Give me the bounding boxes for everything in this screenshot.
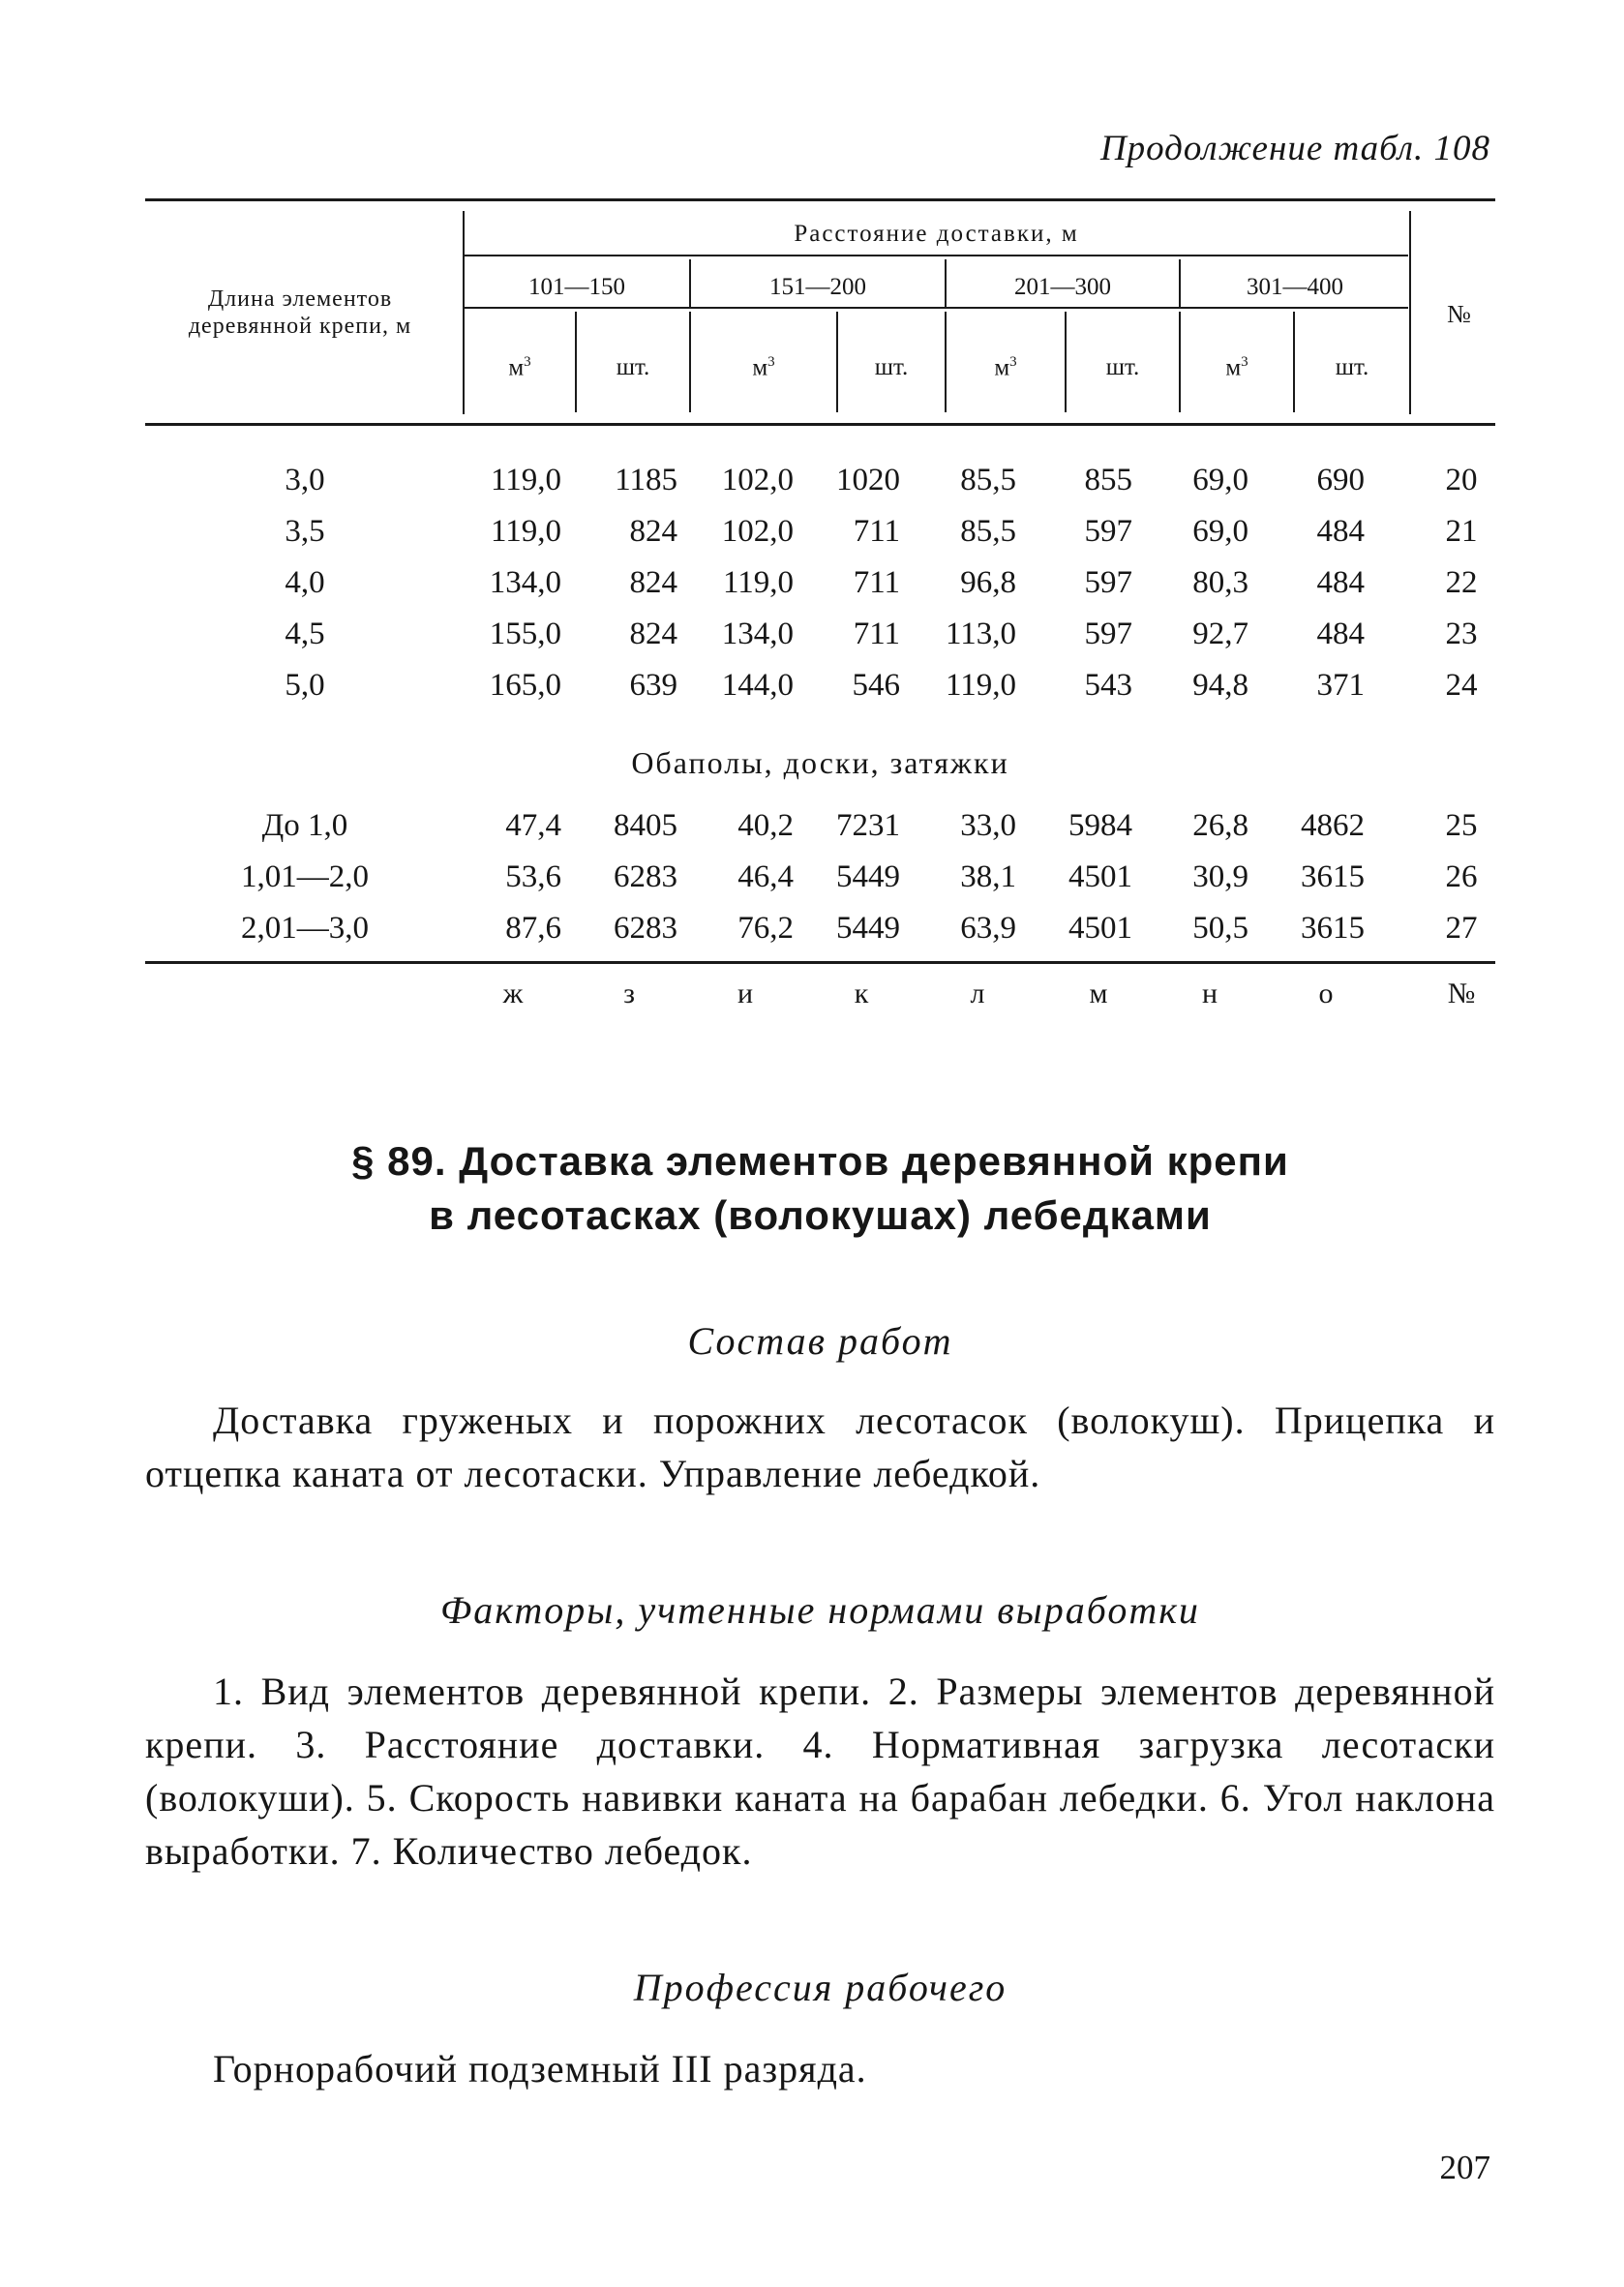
- unit-m3-sup: 3: [1009, 354, 1017, 370]
- section-title: [145, 1134, 1495, 1243]
- range-header-rule: [465, 307, 1408, 309]
- value-cell: 711: [853, 617, 900, 651]
- length-cell: До 1,0: [261, 808, 348, 843]
- table-bottom-rule: [145, 961, 1495, 964]
- value-cell: 47,4: [505, 808, 561, 843]
- length-cell: 5,0: [285, 668, 325, 703]
- value-cell: 597: [1084, 565, 1132, 600]
- footer-letter: к: [854, 978, 869, 1009]
- value-cell: 4862: [1301, 808, 1365, 843]
- value-cell: 4501: [1068, 911, 1132, 946]
- row-number-cell: 21: [1445, 514, 1478, 549]
- length-cell: 4,0: [285, 565, 325, 600]
- value-cell: 1185: [615, 463, 677, 497]
- value-cell: 5449: [836, 859, 900, 894]
- distance-header: Расстояние доставки, м: [794, 221, 1079, 247]
- value-cell: 144,0: [721, 668, 794, 703]
- value-cell: 824: [629, 514, 677, 549]
- unit-pcs-1: шт.: [616, 354, 650, 380]
- value-cell: 134,0: [721, 617, 794, 651]
- value-cell: 3615: [1301, 859, 1365, 894]
- footer-letter: ж: [502, 978, 524, 1009]
- table-header-bottom-rule: [145, 423, 1495, 426]
- row-number-cell: 23: [1445, 617, 1478, 651]
- composition-heading: Состав работ: [687, 1319, 953, 1363]
- value-cell: 119,0: [490, 514, 561, 549]
- table-row: [145, 565, 1495, 614]
- value-cell: 484: [1316, 617, 1365, 651]
- footer-letter: з: [623, 978, 635, 1009]
- value-cell: 69,0: [1192, 514, 1248, 549]
- value-cell: 690: [1316, 463, 1365, 497]
- profession-heading: Профессия рабочего: [633, 1966, 1007, 2009]
- length-cell: 4,5: [285, 617, 325, 651]
- value-cell: 543: [1084, 668, 1132, 703]
- unit-m3-3: [947, 354, 1065, 381]
- unit-m3-1: [465, 354, 575, 381]
- range-header-4: 301—400: [1247, 274, 1343, 300]
- unit-m3-sup: 3: [524, 354, 531, 370]
- footer-letter: о: [1318, 978, 1334, 1009]
- value-cell: 371: [1316, 668, 1365, 703]
- value-cell: 639: [629, 668, 677, 703]
- unit-m3-text: м: [508, 354, 525, 381]
- value-cell: 8405: [614, 808, 677, 843]
- value-cell: 484: [1316, 565, 1365, 600]
- value-cell: 85,5: [960, 463, 1016, 497]
- value-cell: 40,2: [737, 808, 794, 843]
- unit-pcs-3: шт.: [1105, 354, 1140, 380]
- value-cell: 119,0: [945, 668, 1016, 703]
- value-cell: 87,6: [505, 911, 561, 946]
- value-cell: 711: [853, 514, 900, 549]
- footer-letter: л: [970, 978, 985, 1009]
- value-cell: 6283: [614, 911, 677, 946]
- value-cell: 5984: [1068, 808, 1132, 843]
- value-cell: 7231: [836, 808, 900, 843]
- table-row: [145, 463, 1495, 511]
- value-cell: 546: [852, 668, 900, 703]
- footer-letter: м: [1089, 978, 1108, 1009]
- profession-text: Горнорабочий подземный III разряда.: [213, 2047, 867, 2091]
- value-cell: 53,6: [505, 859, 561, 894]
- value-cell: 855: [1084, 463, 1132, 497]
- factors-text: 1. Вид элементов деревянной крепи. 2. Размеры элементов деревянной крепи. 3. Расстояние доставки. 4. Нормативная загрузка лесотаски (волокуши). 5. Скорость навивки каната на барабан лебедки. 6. Угол наклона выработки. 7. Количество лебедок.: [145, 1670, 1495, 1873]
- row-number-cell: 26: [1445, 859, 1478, 894]
- footer-letter: н: [1201, 978, 1218, 1009]
- value-cell: 113,0: [945, 617, 1016, 651]
- range-header-1: 101—150: [528, 274, 625, 300]
- value-cell: 597: [1084, 617, 1132, 651]
- value-cell: 6283: [614, 859, 677, 894]
- unit-m3-text: м: [1225, 354, 1242, 381]
- footer-letter: и: [737, 978, 754, 1009]
- value-cell: 69,0: [1192, 463, 1248, 497]
- value-cell: 134,0: [489, 565, 561, 600]
- table-row: [145, 668, 1495, 716]
- table-row: [145, 808, 1495, 857]
- unit-pcs-4: шт.: [1335, 354, 1369, 380]
- value-cell: 824: [629, 617, 677, 651]
- length-header: [145, 286, 455, 340]
- row-number-cell: 27: [1445, 911, 1478, 946]
- value-cell: 85,5: [960, 514, 1016, 549]
- range-header-3: 201—300: [1014, 274, 1111, 300]
- value-cell: 96,8: [960, 565, 1016, 600]
- unit-m3-sup: 3: [1241, 354, 1248, 370]
- footer-number-label: №: [1447, 978, 1476, 1009]
- row-number-cell: 25: [1445, 808, 1478, 843]
- table-row: [145, 859, 1495, 908]
- value-cell: 76,2: [737, 911, 794, 946]
- row-number-cell: 22: [1445, 565, 1478, 600]
- page-number: 207: [1439, 2149, 1490, 2186]
- value-cell: 63,9: [960, 911, 1016, 946]
- table-row: [145, 514, 1495, 562]
- value-cell: 155,0: [489, 617, 561, 651]
- range-header-2: 151—200: [769, 274, 866, 300]
- row-number-cell: 20: [1445, 463, 1478, 497]
- section-title-line2: в лесотасках (волокушах) лебедками: [429, 1192, 1212, 1238]
- value-cell: 80,3: [1192, 565, 1248, 600]
- value-cell: 597: [1084, 514, 1132, 549]
- value-cell: 119,0: [490, 463, 561, 497]
- value-cell: 26,8: [1192, 808, 1248, 843]
- composition-text: Доставка груженых и порожних лесотасок (волокуш). Прицепка и отцепка каната от лесотаски. Управление лебедкой.: [145, 1399, 1495, 1495]
- table-subsection-title: Обаполы, доски, затяжки: [631, 745, 1009, 780]
- table-row: [145, 911, 1495, 959]
- length-cell: 3,5: [285, 514, 325, 549]
- length-cell: 1,01—2,0: [241, 859, 369, 894]
- value-cell: 165,0: [489, 668, 561, 703]
- factors-heading: Факторы, учтенные нормами выработки: [440, 1588, 1200, 1632]
- value-cell: 102,0: [721, 463, 794, 497]
- unit-m3-4: [1181, 354, 1293, 381]
- unit-m3-text: м: [994, 354, 1010, 381]
- length-cell: 2,01—3,0: [241, 911, 369, 946]
- value-cell: 3615: [1301, 911, 1365, 946]
- number-header: №: [1447, 300, 1471, 328]
- table-header-divider-right: [1409, 211, 1411, 414]
- unit-m3-sup: 3: [767, 354, 775, 370]
- value-cell: 711: [853, 565, 900, 600]
- unit-pcs-2: шт.: [874, 354, 909, 380]
- table-continuation-label: Продолжение табл. 108: [1099, 129, 1490, 168]
- value-cell: 102,0: [721, 514, 794, 549]
- value-cell: 5449: [836, 911, 900, 946]
- section-title-line1: § 89. Доставка элементов деревянной крепи: [351, 1138, 1289, 1184]
- unit-m3-2: [691, 354, 836, 381]
- length-header-line1: Длина элементов: [207, 286, 393, 312]
- value-cell: 33,0: [960, 808, 1016, 843]
- value-cell: 30,9: [1192, 859, 1248, 894]
- value-cell: 46,4: [737, 859, 794, 894]
- unit-m3-text: м: [752, 354, 768, 381]
- value-cell: 484: [1316, 514, 1365, 549]
- value-cell: 94,8: [1192, 668, 1248, 703]
- value-cell: 92,7: [1192, 617, 1248, 651]
- value-cell: 824: [629, 565, 677, 600]
- value-cell: 38,1: [960, 859, 1016, 894]
- value-cell: 50,5: [1192, 911, 1248, 946]
- length-cell: 3,0: [285, 463, 325, 497]
- length-header-line2: деревянной крепи, м: [188, 314, 412, 339]
- table-top-rule: [145, 198, 1495, 201]
- value-cell: 4501: [1068, 859, 1132, 894]
- value-cell: 119,0: [722, 565, 794, 600]
- table-row: [145, 617, 1495, 665]
- row-number-cell: 24: [1445, 668, 1478, 703]
- distance-header-rule: [465, 255, 1408, 256]
- value-cell: 1020: [836, 463, 900, 497]
